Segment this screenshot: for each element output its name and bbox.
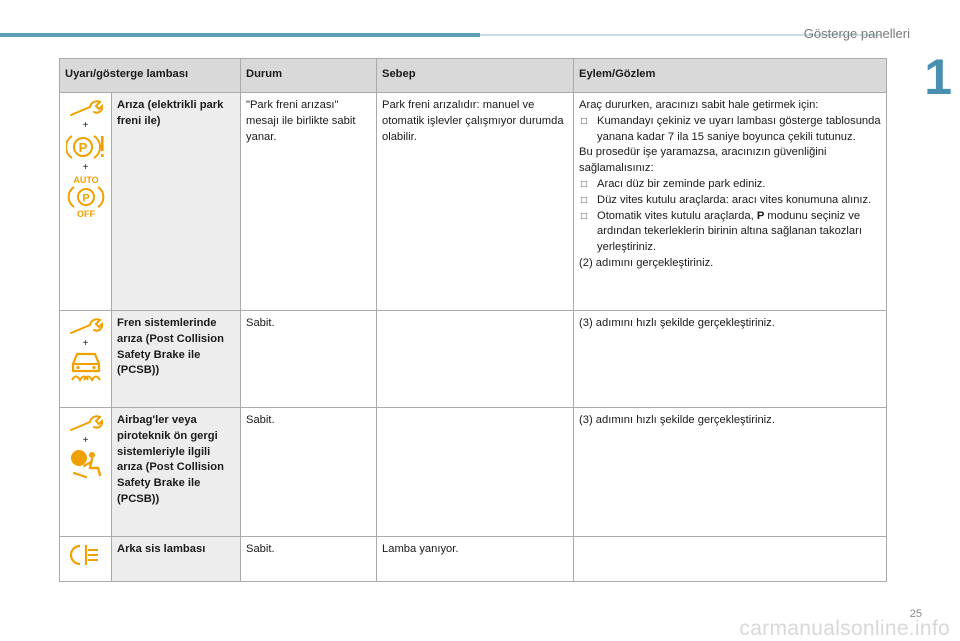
action-list [579, 177, 881, 256]
plus-sign: + [82, 162, 89, 173]
status-cell: "Park freni arızası" mesajı ile birlikte sabit yanar. [241, 93, 377, 311]
cause-cell: Lamba yanıyor. [377, 537, 574, 582]
chapter-number: 1 [924, 49, 952, 105]
status-cell: Sabit. [241, 537, 377, 582]
icon-cell [60, 311, 112, 408]
column-header-action: Eylem/Gözlem [574, 59, 887, 93]
watermark: carmanualsonline.info [739, 617, 950, 640]
icon-cell [60, 408, 112, 537]
svg-text:OFF: OFF [76, 209, 95, 218]
list-item: □ Düz vites kutulu araçlarda: aracı vites konumuna alınız. [579, 193, 881, 209]
wrench-icon [68, 98, 104, 120]
list-item-text: Otomatik vites kutulu araçlarda, [597, 209, 757, 222]
table-row [60, 408, 887, 537]
action-list [579, 114, 881, 146]
table-row [60, 537, 887, 582]
page-number: 25 [909, 608, 922, 620]
lamp-name: Airbag'ler veya piroteknik ön gergi sistemleriyle ilgili arıza (Post Collision Safety Brake ile (PCSB)) [112, 408, 241, 537]
action-cell [574, 93, 887, 311]
lamp-name: Arka sis lambası [112, 537, 241, 582]
wrench-icon [68, 316, 104, 338]
cause-cell [377, 408, 574, 537]
list-item: □ Aracı düz bir zeminde park ediniz. [579, 177, 881, 193]
action-cell [574, 537, 887, 582]
gear-position-p: P [756, 209, 765, 222]
icon-cell [60, 537, 112, 582]
list-item-text: modunu seçiniz ve ardından tekerleklerin birinin altına sağlanan takozları yerleştiriniz. [597, 209, 862, 254]
table-row [60, 311, 887, 408]
header-accent-bar [0, 33, 480, 37]
plus-sign: + [82, 435, 89, 446]
action-mid: Bu prosedür işe yaramazsa, aracınızın güvenliğini sağlamalısınız: [579, 146, 827, 175]
plus-sign: + [82, 338, 89, 349]
list-item: □ Kumandayı çekiniz ve uyarı lambası gösterge tablosunda yanana kadar 7 ila 15 saniye boyunca çekili tutunuz. [579, 114, 881, 146]
cause-cell: Park freni arızalıdır: manuel ve otomatik işlevler çalışmıyor durumda olabilir. [377, 93, 574, 311]
icon-cell [60, 93, 112, 311]
action-cell: (3) adımını hızlı şekilde gerçekleştiriniz. [574, 408, 887, 537]
svg-text:P: P [78, 140, 87, 155]
svg-text:AUTO: AUTO [72, 175, 99, 185]
cause-cell [377, 311, 574, 408]
list-item [579, 209, 881, 256]
rear-fog-lamp-icon [68, 542, 104, 568]
plus-sign: + [82, 120, 89, 131]
section-title: Gösterge panelleri [803, 26, 910, 41]
column-header-lamp: Uyarı/gösterge lambası [60, 59, 241, 93]
column-header-cause: Sebep [377, 59, 574, 93]
brake-warning-icon [66, 132, 106, 162]
svg-text:P: P [81, 192, 90, 205]
skidding-car-icon [68, 350, 104, 382]
wrench-icon [68, 413, 104, 435]
column-header-status: Durum [241, 59, 377, 93]
warning-lamps-table [59, 58, 887, 582]
table-header-row [60, 59, 887, 93]
auto-p-off-icon [66, 174, 106, 218]
status-cell: Sabit. [241, 311, 377, 408]
status-cell: Sabit. [241, 408, 377, 537]
lamp-name: Arıza (elektrikli park freni ile) [112, 93, 241, 311]
airbag-icon [68, 447, 104, 479]
action-cell: (3) adımını hızlı şekilde gerçekleştiriniz. [574, 311, 887, 408]
lamp-name: Fren sistemlerinde arıza (Post Collision Safety Brake ile (PCSB)) [112, 311, 241, 408]
table-row [60, 93, 887, 311]
action-intro: Araç dururken, aracınızı sabit hale getirmek için: [579, 99, 819, 111]
action-end: (2) adımını gerçekleştiriniz. [579, 256, 714, 269]
